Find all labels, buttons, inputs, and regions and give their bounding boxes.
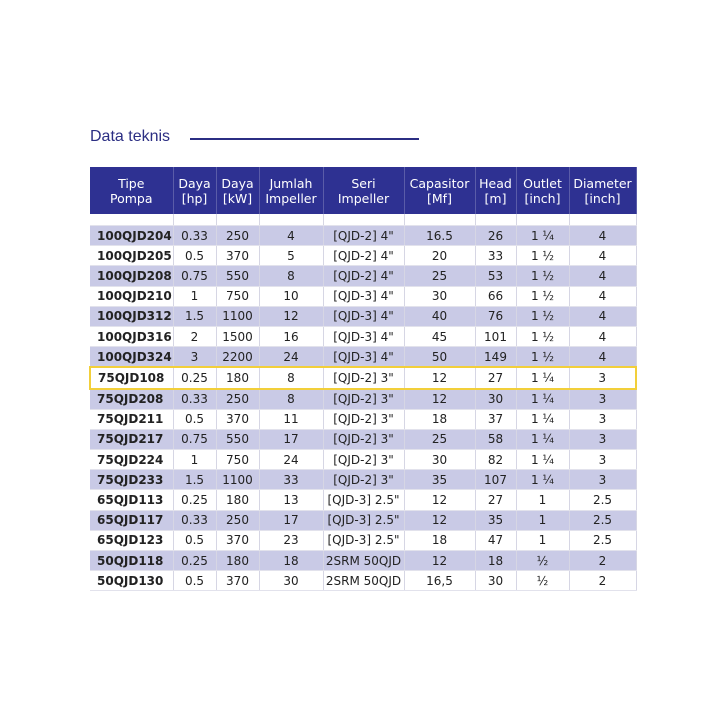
table-cell: 550 — [216, 429, 259, 449]
table-cell: 12 — [404, 551, 475, 571]
table-cell: [QJD-3] 4" — [323, 326, 404, 346]
table-cell: 1 ½ — [516, 286, 569, 306]
table-cell: 1 ¼ — [516, 226, 569, 246]
table-cell: 1 ½ — [516, 347, 569, 368]
column-header-line: Impeller — [265, 190, 317, 206]
table-row — [90, 490, 636, 510]
table-cell: 0.25 — [173, 551, 216, 571]
table-row — [90, 266, 636, 286]
table-cell: 1 ½ — [516, 326, 569, 346]
table-cell: 4 — [569, 286, 636, 306]
table-row — [90, 326, 636, 346]
column-header-line: Outlet — [523, 175, 562, 191]
table-cell: 4 — [569, 326, 636, 346]
column-header-line: Capasitor — [409, 175, 470, 191]
table-cell: 27 — [475, 367, 516, 388]
table-cell: 1 ¼ — [516, 409, 569, 429]
table-cell: 1 ¼ — [516, 389, 569, 410]
column-header-line: [inch] — [524, 190, 561, 206]
column-header-line: [m] — [484, 190, 507, 206]
table-cell: 13 — [259, 490, 323, 510]
highlighted-table-row — [90, 367, 636, 388]
table-cell: 8 — [259, 389, 323, 410]
table-cell: 40 — [404, 306, 475, 326]
table-cell: 0.5 — [173, 246, 216, 266]
spacer-cell — [90, 214, 173, 226]
table-cell: 50 — [404, 347, 475, 368]
table-row — [90, 286, 636, 306]
column-header — [90, 167, 173, 214]
table-cell: 2SRM 50QJD — [323, 571, 404, 591]
table-cell: 250 — [216, 226, 259, 246]
table-row — [90, 347, 636, 368]
table-cell: 17 — [259, 429, 323, 449]
table-cell: 1100 — [216, 470, 259, 490]
table-cell: 4 — [569, 246, 636, 266]
table-cell: 2SRM 50QJD — [323, 551, 404, 571]
table-cell: 0.33 — [173, 510, 216, 530]
table-cell: 17 — [259, 510, 323, 530]
column-header — [259, 167, 323, 214]
table-cell: 0.33 — [173, 389, 216, 410]
table-cell: 16.5 — [404, 226, 475, 246]
table-cell: [QJD-3] 2.5" — [323, 490, 404, 510]
table-cell: ½ — [516, 551, 569, 571]
table-cell: 10 — [259, 286, 323, 306]
table-cell: 3 — [569, 470, 636, 490]
table-cell: 3 — [569, 450, 636, 470]
table-cell: 2 — [569, 571, 636, 591]
table-cell: 1 — [173, 450, 216, 470]
table-cell: 250 — [216, 389, 259, 410]
table-cell: [QJD-3] 2.5" — [323, 530, 404, 550]
table-cell: 8 — [259, 367, 323, 388]
table-cell: 12 — [259, 306, 323, 326]
spec-table — [89, 167, 637, 591]
table-cell: 12 — [404, 490, 475, 510]
model-cell: 65QJD117 — [90, 510, 173, 530]
table-row — [90, 389, 636, 410]
table-cell: 5 — [259, 246, 323, 266]
table-cell: 23 — [259, 530, 323, 550]
table-cell: 1 — [516, 530, 569, 550]
table-cell: [QJD-3] 4" — [323, 286, 404, 306]
column-header — [569, 167, 636, 214]
table-cell: 1 — [173, 286, 216, 306]
column-header-line: Jumlah — [269, 175, 313, 191]
table-cell: 2 — [173, 326, 216, 346]
table-cell: 37 — [475, 409, 516, 429]
table-cell: 35 — [475, 510, 516, 530]
column-header-line: Impeller — [337, 190, 390, 206]
table-cell: [QJD-2] 3" — [323, 389, 404, 410]
table-cell: 30 — [404, 450, 475, 470]
column-header-line: [hp] — [181, 190, 208, 206]
table-cell: 20 — [404, 246, 475, 266]
table-cell: [QJD-2] 4" — [323, 246, 404, 266]
table-cell: 2 — [569, 551, 636, 571]
table-cell: 1 ½ — [516, 266, 569, 286]
model-cell: 100QJD208 — [90, 266, 173, 286]
model-cell: 100QJD210 — [90, 286, 173, 306]
model-cell: 100QJD316 — [90, 326, 173, 346]
table-cell: 550 — [216, 266, 259, 286]
table-row — [90, 246, 636, 266]
table-cell: 3 — [569, 429, 636, 449]
table-cell: 18 — [404, 409, 475, 429]
table-cell: 30 — [475, 389, 516, 410]
spacer-cell — [516, 214, 569, 226]
table-cell: 33 — [259, 470, 323, 490]
table-cell: 18 — [475, 551, 516, 571]
model-cell: 100QJD205 — [90, 246, 173, 266]
table-row — [90, 510, 636, 530]
table-cell: 370 — [216, 530, 259, 550]
table-cell: 0.75 — [173, 429, 216, 449]
model-cell: 75QJD224 — [90, 450, 173, 470]
model-cell: 75QJD108 — [90, 367, 173, 388]
table-cell: 750 — [216, 450, 259, 470]
table-cell: 3 — [173, 347, 216, 368]
column-header-line: Tipe — [118, 175, 145, 191]
table-cell: 66 — [475, 286, 516, 306]
table-cell: 180 — [216, 367, 259, 388]
table-cell: 1 — [516, 490, 569, 510]
table-cell: [QJD-2] 3" — [323, 450, 404, 470]
model-cell: 100QJD324 — [90, 347, 173, 368]
table-cell: [QJD-2] 3" — [323, 429, 404, 449]
column-header-line: [kW] — [222, 190, 253, 206]
table-cell: 1.5 — [173, 470, 216, 490]
table-row — [90, 306, 636, 326]
model-cell: 100QJD312 — [90, 306, 173, 326]
table-cell: 24 — [259, 347, 323, 368]
table-cell: 18 — [404, 530, 475, 550]
table-row — [90, 470, 636, 490]
column-header — [516, 167, 569, 214]
table-cell: 0.25 — [173, 367, 216, 388]
table-cell: 4 — [569, 266, 636, 286]
table-cell: 2.5 — [569, 530, 636, 550]
table-cell: [QJD-2] 4" — [323, 266, 404, 286]
model-cell: 65QJD113 — [90, 490, 173, 510]
table-cell: 2.5 — [569, 490, 636, 510]
table-cell: 2200 — [216, 347, 259, 368]
table-cell: 27 — [475, 490, 516, 510]
column-header-line: Head — [479, 175, 512, 191]
table-cell: 33 — [475, 246, 516, 266]
table-cell: 4 — [569, 226, 636, 246]
column-header-line: [inch] — [584, 190, 621, 206]
table-cell: 45 — [404, 326, 475, 346]
table-cell: 76 — [475, 306, 516, 326]
table-cell: 16 — [259, 326, 323, 346]
model-cell: 50QJD118 — [90, 551, 173, 571]
table-cell: 4 — [259, 226, 323, 246]
table-cell: 0.75 — [173, 266, 216, 286]
column-header — [173, 167, 216, 214]
table-cell: 250 — [216, 510, 259, 530]
column-header-line: Daya — [221, 175, 254, 191]
table-cell: 1 ½ — [516, 246, 569, 266]
table-cell: 3 — [569, 389, 636, 410]
table-cell: 0.5 — [173, 571, 216, 591]
table-cell: ½ — [516, 571, 569, 591]
table-cell: [QJD-3] 4" — [323, 306, 404, 326]
table-cell: 370 — [216, 246, 259, 266]
table-cell: 370 — [216, 409, 259, 429]
table-row — [90, 571, 636, 591]
column-header-line: Diameter — [573, 175, 632, 191]
table-row — [90, 429, 636, 449]
column-header-line: Daya — [178, 175, 211, 191]
table-cell: 1 ¼ — [516, 470, 569, 490]
spacer-cell — [475, 214, 516, 226]
spacer-cell — [259, 214, 323, 226]
table-cell: 0.5 — [173, 530, 216, 550]
table-cell: 101 — [475, 326, 516, 346]
table-cell: 0.33 — [173, 226, 216, 246]
table-cell: 149 — [475, 347, 516, 368]
column-header — [475, 167, 516, 214]
table-cell: 30 — [475, 571, 516, 591]
spacer-cell — [173, 214, 216, 226]
table-cell: 82 — [475, 450, 516, 470]
column-header-line: Seri — [351, 175, 376, 191]
table-cell: 3 — [569, 367, 636, 388]
table-cell: 1 ¼ — [516, 367, 569, 388]
table-cell: 4 — [569, 306, 636, 326]
table-cell: 24 — [259, 450, 323, 470]
model-cell: 75QJD233 — [90, 470, 173, 490]
spacer-row — [90, 214, 636, 226]
spacer-cell — [323, 214, 404, 226]
table-cell: 180 — [216, 551, 259, 571]
table-cell: 30 — [259, 571, 323, 591]
table-cell: 18 — [259, 551, 323, 571]
table-row — [90, 226, 636, 246]
spacer-cell — [569, 214, 636, 226]
table-cell: 4 — [569, 347, 636, 368]
table-cell: 1 ¼ — [516, 429, 569, 449]
table-cell: 25 — [404, 429, 475, 449]
table-cell: [QJD-2] 3" — [323, 367, 404, 388]
table-cell: 1500 — [216, 326, 259, 346]
table-cell: 370 — [216, 571, 259, 591]
table-cell: 1 — [516, 510, 569, 530]
table-cell: 11 — [259, 409, 323, 429]
column-header-line: [Mf] — [427, 190, 452, 206]
model-cell: 75QJD217 — [90, 429, 173, 449]
table-cell: 1100 — [216, 306, 259, 326]
table-cell: 8 — [259, 266, 323, 286]
table-cell: 12 — [404, 367, 475, 388]
table-cell: 12 — [404, 510, 475, 530]
table-cell: 30 — [404, 286, 475, 306]
table-cell: 1.5 — [173, 306, 216, 326]
table-cell: 35 — [404, 470, 475, 490]
table-cell: 26 — [475, 226, 516, 246]
table-cell: 47 — [475, 530, 516, 550]
table-row — [90, 450, 636, 470]
column-header — [323, 167, 404, 214]
model-cell: 50QJD130 — [90, 571, 173, 591]
spacer-cell — [404, 214, 475, 226]
table-cell: [QJD-2] 3" — [323, 470, 404, 490]
table-cell: [QJD-3] 2.5" — [323, 510, 404, 530]
table-cell: [QJD-3] 4" — [323, 347, 404, 368]
table-cell: 3 — [569, 409, 636, 429]
table-cell: 0.25 — [173, 490, 216, 510]
table-cell: 0.5 — [173, 409, 216, 429]
table-row — [90, 409, 636, 429]
spacer-cell — [216, 214, 259, 226]
column-header-line: Pompa — [109, 190, 153, 206]
table-cell: 16,5 — [404, 571, 475, 591]
table-header — [90, 167, 636, 214]
table-cell: 53 — [475, 266, 516, 286]
table-cell: 25 — [404, 266, 475, 286]
title-divider — [190, 138, 419, 140]
table-cell: 1 ½ — [516, 306, 569, 326]
model-cell: 75QJD208 — [90, 389, 173, 410]
table-cell: 2.5 — [569, 510, 636, 530]
table-row — [90, 551, 636, 571]
model-cell: 65QJD123 — [90, 530, 173, 550]
table-cell: 1 ¼ — [516, 450, 569, 470]
table-cell: 180 — [216, 490, 259, 510]
table-cell: 750 — [216, 286, 259, 306]
table-cell: [QJD-2] 3" — [323, 409, 404, 429]
model-cell: 75QJD211 — [90, 409, 173, 429]
table-cell: 58 — [475, 429, 516, 449]
table-cell: [QJD-2] 4" — [323, 226, 404, 246]
table-row — [90, 530, 636, 550]
table-cell: 12 — [404, 389, 475, 410]
table-cell: 107 — [475, 470, 516, 490]
column-header — [216, 167, 259, 214]
section-title: Data teknis — [90, 128, 171, 145]
column-header — [404, 167, 475, 214]
model-cell: 100QJD204 — [90, 226, 173, 246]
